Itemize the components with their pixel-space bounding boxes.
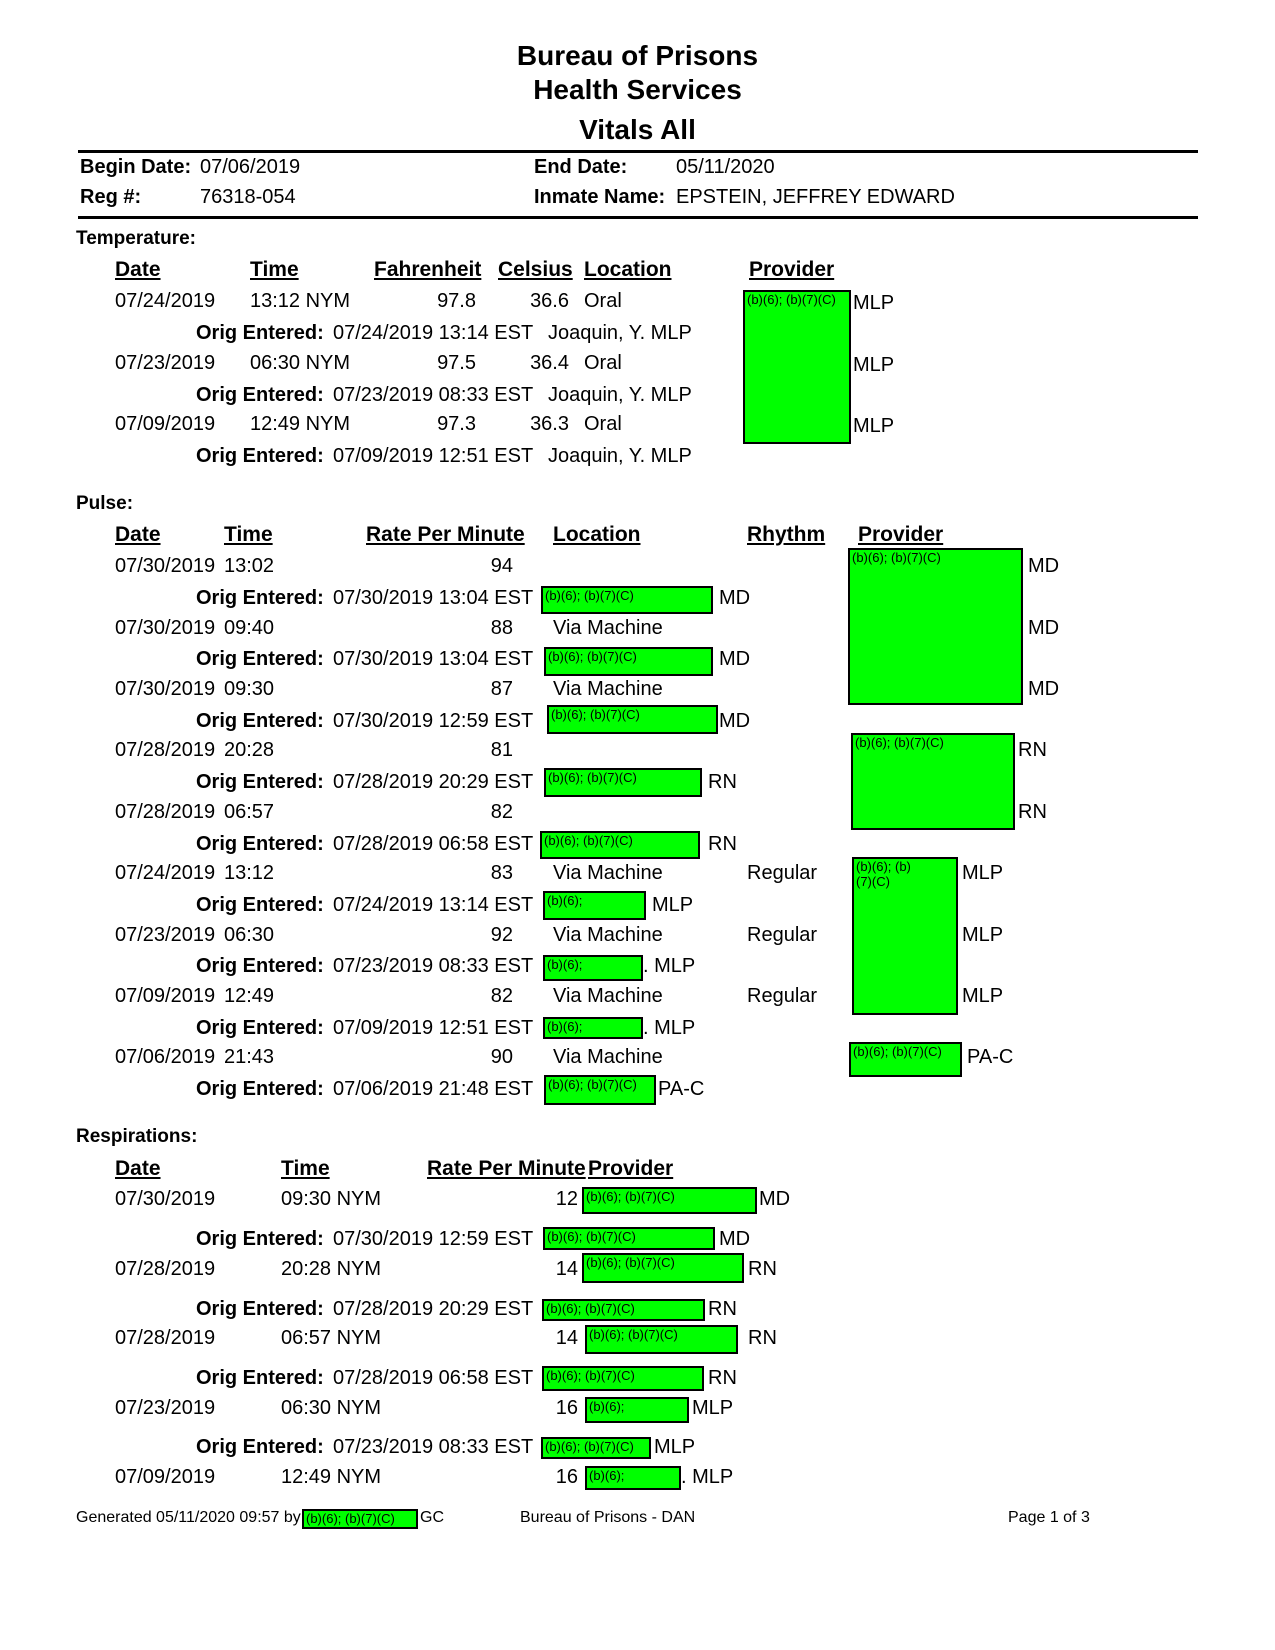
resp-row-provider-credential: RN	[748, 1327, 777, 1349]
orig-entered-credential: RN	[708, 833, 737, 855]
temp-col-location: Location	[584, 258, 672, 281]
orig-entered-label: Orig Entered:	[196, 587, 324, 609]
redaction-box: (b)(6); (b)(7)(C)	[541, 1437, 651, 1459]
temp-row-time: 06:30 NYM	[250, 352, 351, 374]
temp-row-time: 13:12 NYM	[250, 290, 351, 312]
temp-row-provider-credential: MLP	[853, 354, 895, 376]
pulse-row-date: 07/28/2019	[115, 801, 216, 823]
pulse-row-date: 07/24/2019	[115, 862, 216, 884]
temp-row-celsius: 36.3	[530, 413, 569, 435]
pulse-row-provider-credential: MLP	[962, 985, 1004, 1007]
pulse-row-location: Via Machine	[553, 1046, 663, 1068]
pulse-row-time: 06:30	[224, 924, 275, 946]
resp-row-date: 07/30/2019	[115, 1188, 216, 1210]
pulse-row-rhythm: Regular	[747, 862, 818, 884]
reg-label: Reg #:	[80, 186, 142, 208]
orig-entered-label: Orig Entered:	[196, 1228, 324, 1250]
orig-entered-label: Orig Entered:	[196, 322, 324, 344]
pulse-row-provider-credential: RN	[1018, 739, 1047, 761]
pulse-row-provider-credential: MD	[1028, 617, 1060, 639]
redaction-box: (b)(6); (b)(7)(C)	[849, 1042, 962, 1077]
orig-entered-by: Joaquin, Y. MLP	[548, 384, 692, 406]
pulse-row-rhythm: Regular	[747, 985, 818, 1007]
orig-entered-label: Orig Entered:	[196, 833, 324, 855]
redaction-box: (b)(6); (b)(7)(C)	[543, 1227, 715, 1250]
begin-date-label: Begin Date:	[80, 156, 192, 178]
temp-col-time: Time	[250, 258, 299, 281]
temp-row-celsius: 36.6	[530, 290, 569, 312]
orig-entered-timestamp: 07/30/2019 13:04 EST	[333, 587, 534, 609]
orig-entered-label: Orig Entered:	[196, 1078, 324, 1100]
pulse-row-date: 07/30/2019	[115, 555, 216, 577]
redaction-box: (b)(6); (b)(7)(C)	[743, 290, 851, 444]
redaction-box: (b)(6);	[543, 891, 646, 920]
orig-entered-label: Orig Entered:	[196, 710, 324, 732]
orig-entered-label: Orig Entered:	[196, 894, 324, 916]
orig-entered-timestamp: 07/28/2019 20:29 EST	[333, 1298, 534, 1320]
orig-entered-timestamp: 07/06/2019 21:48 EST	[333, 1078, 534, 1100]
header-rule-bottom	[78, 216, 1198, 219]
temp-row-provider-credential: MLP	[853, 415, 895, 437]
pulse-row-time: 21:43	[224, 1046, 275, 1068]
orig-entered-label: Orig Entered:	[196, 445, 324, 467]
redaction-box: (b)(6);	[585, 1397, 689, 1423]
pulse-col-rate: Rate Per Minute	[366, 523, 525, 546]
orig-entered-credential: . MLP	[643, 1017, 696, 1039]
orig-entered-timestamp: 07/09/2019 12:51 EST	[333, 1017, 534, 1039]
orig-entered-label: Orig Entered:	[196, 1017, 324, 1039]
temp-row-location: Oral	[584, 413, 622, 435]
resp-row-time: 06:30 NYM	[281, 1397, 382, 1419]
orig-entered-credential: . MLP	[643, 955, 696, 977]
footer-generated-suffix: GC	[420, 1509, 444, 1526]
pulse-col-location: Location	[553, 523, 641, 546]
orig-entered-credential: RN	[708, 771, 737, 793]
pulse-row-rate: 81	[490, 739, 513, 761]
temperature-section-title: Temperature:	[76, 228, 197, 249]
resp-row-provider-credential: . MLP	[681, 1466, 734, 1488]
pulse-row-time: 06:57	[224, 801, 275, 823]
pulse-row-location: Via Machine	[553, 924, 663, 946]
temp-row-time: 12:49 NYM	[250, 413, 351, 435]
orig-entered-label: Orig Entered:	[196, 1436, 324, 1458]
inmate-name-value: EPSTEIN, JEFFREY EDWARD	[676, 186, 955, 208]
temp-row-location: Oral	[584, 352, 622, 374]
resp-row-rate: 16	[555, 1397, 578, 1419]
pulse-row-provider-credential: PA-C	[967, 1046, 1014, 1068]
temp-row-date: 07/24/2019	[115, 290, 216, 312]
temp-col-celsius: Celsius	[498, 258, 573, 281]
resp-row-rate: 16	[555, 1466, 578, 1488]
redaction-box: (b)(6); (b)(7)(C)	[582, 1187, 757, 1214]
pulse-row-date: 07/28/2019	[115, 739, 216, 761]
pulse-row-rate: 88	[490, 617, 513, 639]
resp-row-date: 07/28/2019	[115, 1258, 216, 1280]
resp-row-date: 07/23/2019	[115, 1397, 216, 1419]
resp-row-time: 06:57 NYM	[281, 1327, 382, 1349]
pulse-row-provider-credential: RN	[1018, 801, 1047, 823]
redaction-box: (b)(6); (b)(7)(C)	[851, 733, 1015, 830]
footer-generated: Generated 05/11/2020 09:57 by	[76, 1509, 301, 1526]
orig-entered-timestamp: 07/28/2019 06:58 EST	[333, 1367, 534, 1389]
orig-entered-timestamp: 07/09/2019 12:51 EST	[333, 445, 534, 467]
pulse-row-time: 09:30	[224, 678, 275, 700]
orig-entered-label: Orig Entered:	[196, 771, 324, 793]
pulse-section-title: Pulse:	[76, 493, 134, 514]
resp-row-provider-credential: MLP	[692, 1397, 734, 1419]
pulse-col-date: Date	[115, 523, 161, 546]
redaction-box: (b)(6); (b)(7)(C)	[544, 647, 713, 676]
end-date-label: End Date:	[534, 156, 628, 178]
resp-col-rate: Rate Per Minute	[427, 1157, 586, 1180]
doc-title: Bureau of Prisons	[516, 40, 759, 71]
resp-row-provider-credential: MD	[759, 1188, 791, 1210]
temp-row-fahrenheit: 97.3	[437, 413, 476, 435]
temp-col-provider: Provider	[749, 258, 835, 281]
temp-row-fahrenheit: 97.5	[437, 352, 476, 374]
orig-entered-timestamp: 07/28/2019 06:58 EST	[333, 833, 534, 855]
orig-entered-credential: PA-C	[658, 1078, 705, 1100]
temp-row-location: Oral	[584, 290, 622, 312]
temp-row-celsius: 36.4	[530, 352, 569, 374]
reg-value: 76318-054	[200, 186, 296, 208]
orig-entered-timestamp: 07/30/2019 13:04 EST	[333, 648, 534, 670]
pulse-row-location: Via Machine	[553, 862, 663, 884]
redaction-box: (b)(6); (b)(7)(C)	[302, 1509, 418, 1529]
orig-entered-timestamp: 07/30/2019 12:59 EST	[333, 1228, 534, 1250]
orig-entered-by: Joaquin, Y. MLP	[548, 445, 692, 467]
redaction-box: (b)(6); (b)(7)(C)	[547, 705, 718, 734]
header-rule-top	[78, 150, 1198, 153]
pulse-row-provider-credential: MLP	[962, 862, 1004, 884]
doc-subtitle: Health Services	[533, 74, 742, 105]
pulse-row-provider-credential: MD	[1028, 678, 1060, 700]
orig-entered-credential: MD	[719, 710, 751, 732]
temp-row-fahrenheit: 97.8	[437, 290, 476, 312]
orig-entered-timestamp: 07/30/2019 12:59 EST	[333, 710, 534, 732]
pulse-col-time: Time	[224, 523, 273, 546]
temp-col-date: Date	[115, 258, 161, 281]
orig-entered-label: Orig Entered:	[196, 384, 324, 406]
resp-col-date: Date	[115, 1157, 161, 1180]
temp-row-provider-credential: MLP	[853, 292, 895, 314]
pulse-row-rate: 90	[490, 1046, 513, 1068]
pulse-row-rate: 82	[490, 985, 513, 1007]
orig-entered-credential: MD	[719, 1228, 751, 1250]
orig-entered-credential: RN	[708, 1367, 737, 1389]
pulse-col-rhythm: Rhythm	[747, 523, 826, 546]
redaction-box: (b)(6); (b)(7)(C)	[852, 857, 958, 1015]
pulse-row-rhythm: Regular	[747, 924, 818, 946]
temp-row-date: 07/23/2019	[115, 352, 216, 374]
pulse-row-location: Via Machine	[553, 985, 663, 1007]
page-number: Page 1 of 3	[1008, 1509, 1090, 1526]
redaction-box: (b)(6);	[543, 1017, 643, 1039]
orig-entered-timestamp: 07/23/2019 08:33 EST	[333, 1436, 534, 1458]
orig-entered-timestamp: 07/24/2019 13:14 EST	[333, 322, 534, 344]
redaction-box: (b)(6); (b)(7)(C)	[540, 831, 700, 859]
orig-entered-by: Joaquin, Y. MLP	[548, 322, 692, 344]
pulse-row-time: 12:49	[224, 985, 275, 1007]
pulse-row-time: 13:02	[224, 555, 275, 577]
redaction-box: (b)(6); (b)(7)(C)	[544, 768, 702, 797]
footer-center: Bureau of Prisons - DAN	[520, 1509, 696, 1526]
pulse-row-rate: 94	[490, 555, 513, 577]
respirations-section-title: Respirations:	[76, 1126, 198, 1147]
redaction-box: (b)(6); (b)(7)(C)	[542, 1299, 705, 1321]
orig-entered-credential: MD	[719, 587, 751, 609]
redaction-box: (b)(6); (b)(7)(C)	[848, 548, 1023, 705]
resp-row-rate: 12	[555, 1188, 578, 1210]
begin-date-value: 07/06/2019	[200, 156, 301, 178]
pulse-row-date: 07/23/2019	[115, 924, 216, 946]
redaction-box: (b)(6); (b)(7)(C)	[582, 1253, 744, 1283]
resp-row-provider-credential: RN	[748, 1258, 777, 1280]
pulse-row-date: 07/06/2019	[115, 1046, 216, 1068]
redaction-box: (b)(6); (b)(7)(C)	[541, 586, 713, 614]
resp-row-time: 20:28 NYM	[281, 1258, 382, 1280]
report-title: Vitals All	[579, 114, 696, 145]
inmate-name-label: Inmate Name:	[534, 186, 666, 208]
pulse-row-rate: 82	[490, 801, 513, 823]
orig-entered-label: Orig Entered:	[196, 648, 324, 670]
pulse-row-time: 20:28	[224, 739, 275, 761]
pulse-row-location: Via Machine	[553, 678, 663, 700]
orig-entered-credential: MD	[719, 648, 751, 670]
resp-row-time: 12:49 NYM	[281, 1466, 382, 1488]
resp-col-time: Time	[281, 1157, 330, 1180]
orig-entered-label: Orig Entered:	[196, 955, 324, 977]
pulse-row-rate: 83	[490, 862, 513, 884]
resp-col-provider: Provider	[588, 1157, 674, 1180]
orig-entered-credential: RN	[708, 1298, 737, 1320]
temp-row-date: 07/09/2019	[115, 413, 216, 435]
pulse-row-date: 07/30/2019	[115, 617, 216, 639]
pulse-row-date: 07/09/2019	[115, 985, 216, 1007]
pulse-row-date: 07/30/2019	[115, 678, 216, 700]
resp-row-rate: 14	[555, 1327, 578, 1349]
orig-entered-timestamp: 07/23/2019 08:33 EST	[333, 384, 534, 406]
pulse-row-rate: 92	[490, 924, 513, 946]
orig-entered-label: Orig Entered:	[196, 1298, 324, 1320]
redaction-box: (b)(6); (b)(7)(C)	[542, 1366, 704, 1391]
orig-entered-label: Orig Entered:	[196, 1367, 324, 1389]
pulse-col-provider: Provider	[858, 523, 944, 546]
redaction-box: (b)(6);	[585, 1466, 681, 1490]
orig-entered-timestamp: 07/24/2019 13:14 EST	[333, 894, 534, 916]
pulse-row-time: 09:40	[224, 617, 275, 639]
orig-entered-credential: MLP	[652, 894, 694, 916]
orig-entered-timestamp: 07/28/2019 20:29 EST	[333, 771, 534, 793]
redaction-box: (b)(6);	[543, 955, 643, 981]
pulse-row-provider-credential: MD	[1028, 555, 1060, 577]
pulse-row-location: Via Machine	[553, 617, 663, 639]
temp-col-fahrenheit: Fahrenheit	[374, 258, 482, 281]
orig-entered-credential: MLP	[654, 1436, 696, 1458]
pulse-row-provider-credential: MLP	[962, 924, 1004, 946]
orig-entered-timestamp: 07/23/2019 08:33 EST	[333, 955, 534, 977]
pulse-row-rate: 87	[490, 678, 513, 700]
resp-row-date: 07/28/2019	[115, 1327, 216, 1349]
resp-row-date: 07/09/2019	[115, 1466, 216, 1488]
end-date-value: 05/11/2020	[676, 156, 775, 178]
pulse-row-time: 13:12	[224, 862, 275, 884]
resp-row-time: 09:30 NYM	[281, 1188, 382, 1210]
resp-row-rate: 14	[555, 1258, 578, 1280]
redaction-box: (b)(6); (b)(7)(C)	[544, 1075, 656, 1105]
redaction-box: (b)(6); (b)(7)(C)	[585, 1325, 738, 1354]
